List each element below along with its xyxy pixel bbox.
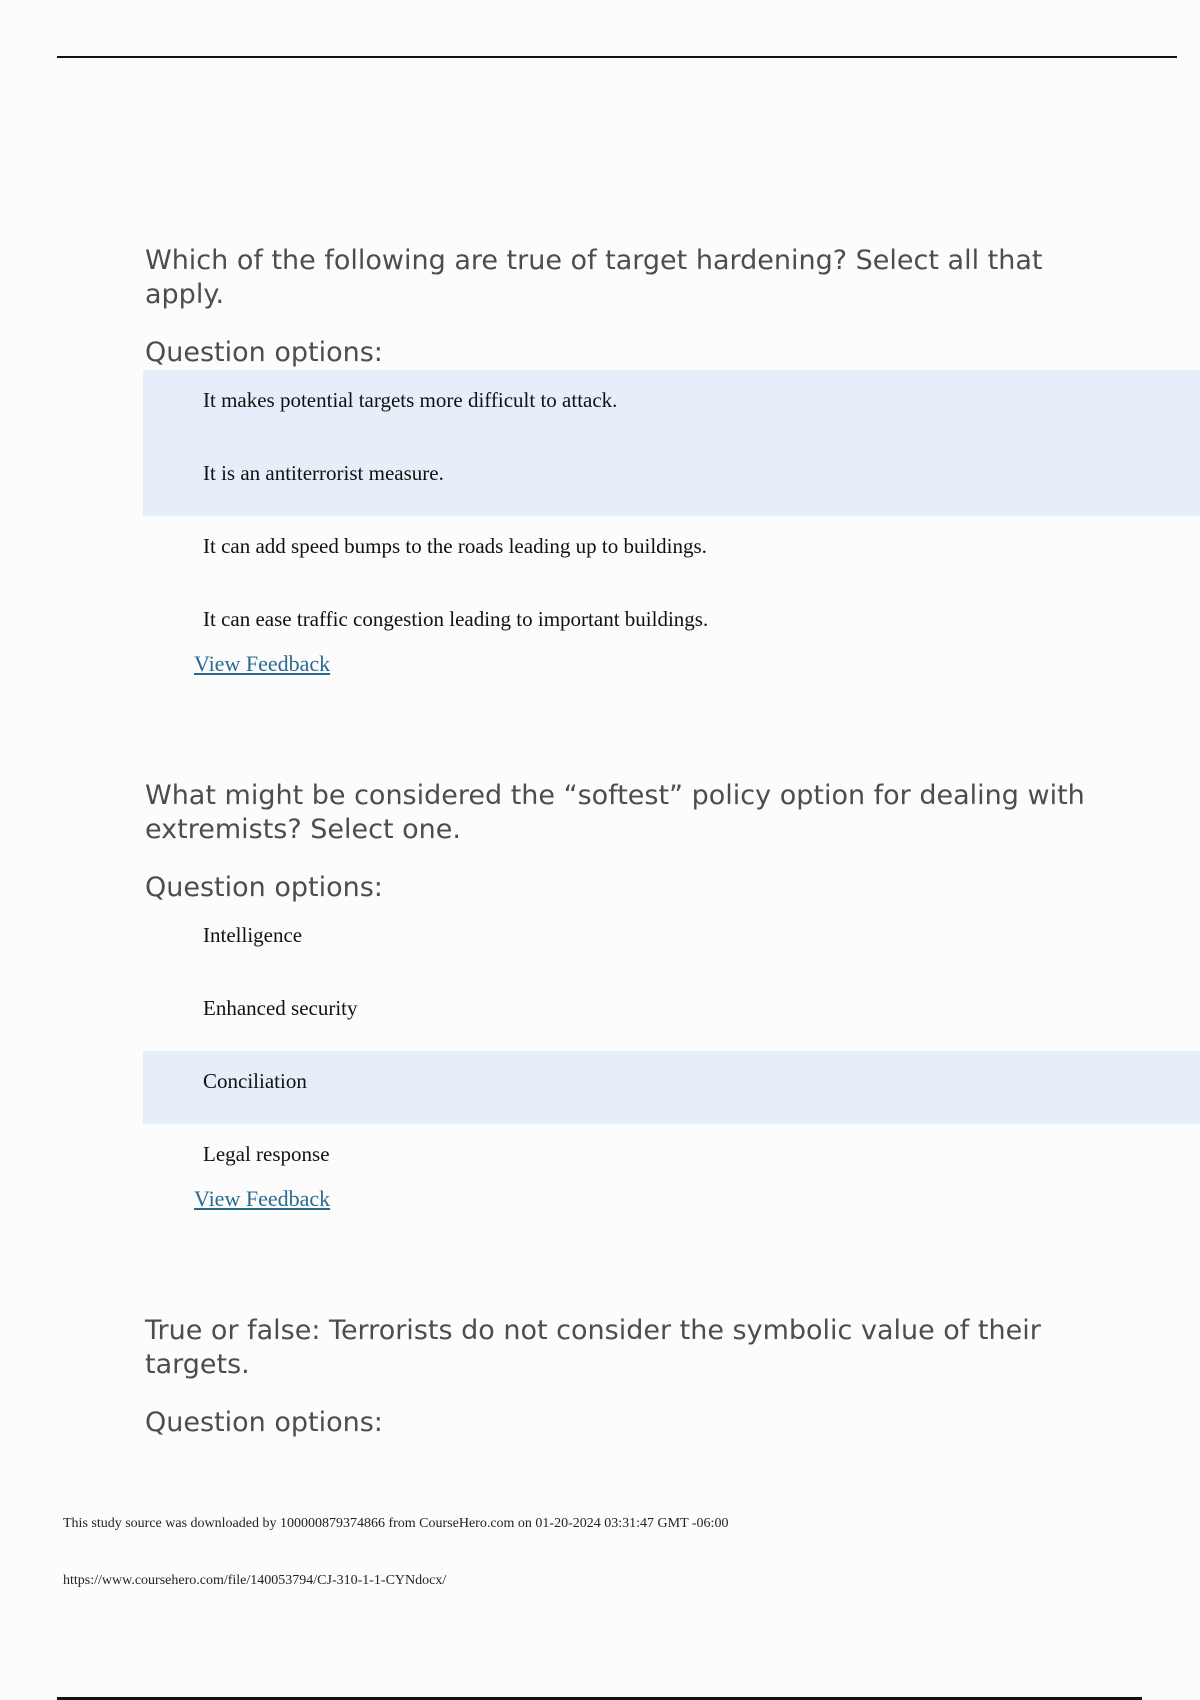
question-3	[145, 1314, 1200, 1440]
download-source-note: This study source was downloaded by 100000879374866 from CourseHero.com on 01-20-2024 03:31:47 GMT -06:00	[63, 1516, 729, 1531]
question-text: True or false: Terrorists do not consider the symbolic value of their targets.	[145, 1315, 1041, 1380]
option-4[interactable]: It can ease traffic congestion leading to important buildings.	[203, 607, 709, 631]
question-text: What might be considered the “softest” policy option for dealing with extremists? Select one.	[145, 780, 1085, 845]
question-2	[145, 779, 1200, 1212]
question-options-label: Question options:	[145, 337, 383, 368]
option-3[interactable]: It can add speed bumps to the roads leading up to buildings.	[203, 534, 707, 558]
option-2[interactable]: Enhanced security	[203, 996, 358, 1020]
view-feedback-link[interactable]: View Feedback	[194, 1186, 331, 1211]
question-text: Which of the following are true of target hardening? Select all that apply.	[145, 245, 1043, 310]
options-list	[143, 905, 1200, 1184]
question-1	[145, 244, 1200, 677]
top-rule	[57, 56, 1177, 58]
option-2[interactable]: It is an antiterrorist measure.	[143, 443, 1200, 516]
question-options-label: Question options:	[145, 872, 383, 903]
option-1[interactable]: It makes potential targets more difficult to attack.	[143, 370, 1200, 443]
option-4[interactable]: Legal response	[203, 1142, 330, 1166]
question-options-label: Question options:	[145, 1407, 383, 1438]
option-1[interactable]: Intelligence	[203, 923, 303, 947]
options-list	[143, 370, 1200, 649]
option-3[interactable]: Conciliation	[143, 1051, 1200, 1124]
view-feedback-link[interactable]: View Feedback	[194, 651, 331, 676]
source-url: https://www.coursehero.com/file/140053794/CJ-310-1-1-CYNdocx/	[63, 1573, 447, 1588]
